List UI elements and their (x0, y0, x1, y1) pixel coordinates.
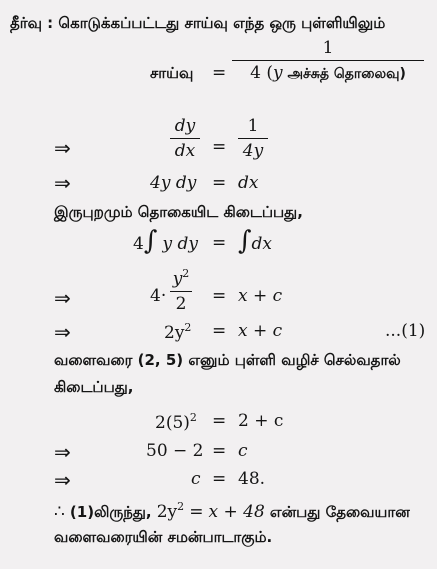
implies-arrow: ⇒ (54, 286, 71, 310)
eq5-fraction (170, 264, 192, 314)
point-line-2: கிடைப்பது, (54, 378, 134, 396)
implies-arrow: ⇒ (54, 320, 71, 344)
eq6-lhs: $2y^2$ (164, 321, 192, 343)
eq9-equals: = (212, 469, 227, 489)
eq2-lhs-fraction (170, 116, 200, 161)
eq1-numerator: 1 (322, 38, 334, 58)
eq2-lhs-num: dy (174, 116, 196, 136)
equation-tag: ...(1) (385, 321, 426, 341)
eq1-fraction (232, 38, 424, 84)
eq4-equals: = (212, 233, 227, 253)
eq8-equals: = (212, 441, 227, 461)
eq1-equals: = (212, 63, 227, 83)
point-line-1: வளைவரை (2, 5) எனும் புள்ளி வழிச் செல்வதால் (54, 351, 401, 369)
eq5-num: $y^2$ (172, 267, 190, 289)
conclusion-line-2: வளைவரையின் சமன்பாடாகும். (54, 528, 273, 546)
eq9-rhs: 48. (238, 469, 266, 489)
eq7-lhs: $2(5)^2$ (155, 411, 197, 433)
conclusion-ref: (1)லிருந்து, (69, 503, 152, 521)
eq5-den: 2 (175, 294, 187, 314)
eq3-equals: = (212, 173, 227, 193)
intro-line (10, 14, 385, 34)
eq4-rhs (238, 226, 272, 256)
eq2-lhs-den: dx (174, 141, 196, 161)
eq2-rhs-num: 1 (247, 116, 259, 136)
eq3-rhs: dx (238, 173, 259, 193)
eq5-coef: 4· (150, 286, 167, 306)
conclusion-line-1 (54, 500, 410, 523)
eq1-denominator: 4 (y அச்சுத் தொலைவு) (250, 63, 406, 83)
eq6-rhs: x + c (238, 321, 283, 341)
implies-arrow: ⇒ (54, 468, 71, 492)
implies-arrow: ⇒ (54, 171, 71, 195)
conclusion-rhs: x + 48 (208, 502, 265, 522)
eq2-equals: = (212, 137, 227, 157)
intro-text: கொடுக்கப்பட்டது சாய்வு எந்த ஒரு புள்ளியிலும் (58, 14, 386, 32)
eq6-equals: = (212, 321, 227, 341)
integral-sign: ∫ (238, 226, 252, 256)
eq3-lhs: 4y dy (150, 173, 197, 193)
therefore-symbol: ∴ (54, 502, 65, 522)
eq5-equals: = (212, 286, 227, 306)
conclusion-text: என்பது தேவையான (269, 503, 410, 521)
eq4-lhs-expr: y dy (162, 234, 198, 254)
eq7-rhs: 2 + c (238, 411, 284, 431)
conclusion-equals: = (189, 502, 204, 522)
eq8-lhs: 50 − 2 (146, 441, 204, 461)
integral-sign: ∫ (143, 226, 158, 256)
fraction-bar (232, 60, 424, 61)
eq1-lhs: சாய்வு (150, 64, 194, 82)
eq7-equals: = (212, 411, 227, 431)
eq9-lhs: c (191, 469, 201, 489)
integrate-line: இருபுறமும் தொகையிட கிடைப்பது, (54, 203, 303, 221)
conclusion-lhs: $2y^2$ (156, 500, 185, 522)
eq4-coef: 4 (133, 234, 144, 254)
eq2-rhs-den: 4y (242, 141, 264, 161)
eq5-rhs: x + c (238, 286, 283, 306)
eq4-rhs-expr: dx (251, 234, 273, 254)
solution-heading: தீர்வு : (10, 14, 54, 32)
eq2-rhs-fraction (238, 116, 268, 161)
implies-arrow: ⇒ (54, 136, 71, 160)
implies-arrow: ⇒ (54, 440, 71, 464)
eq4-lhs (133, 226, 198, 256)
eq8-rhs: c (238, 441, 248, 461)
